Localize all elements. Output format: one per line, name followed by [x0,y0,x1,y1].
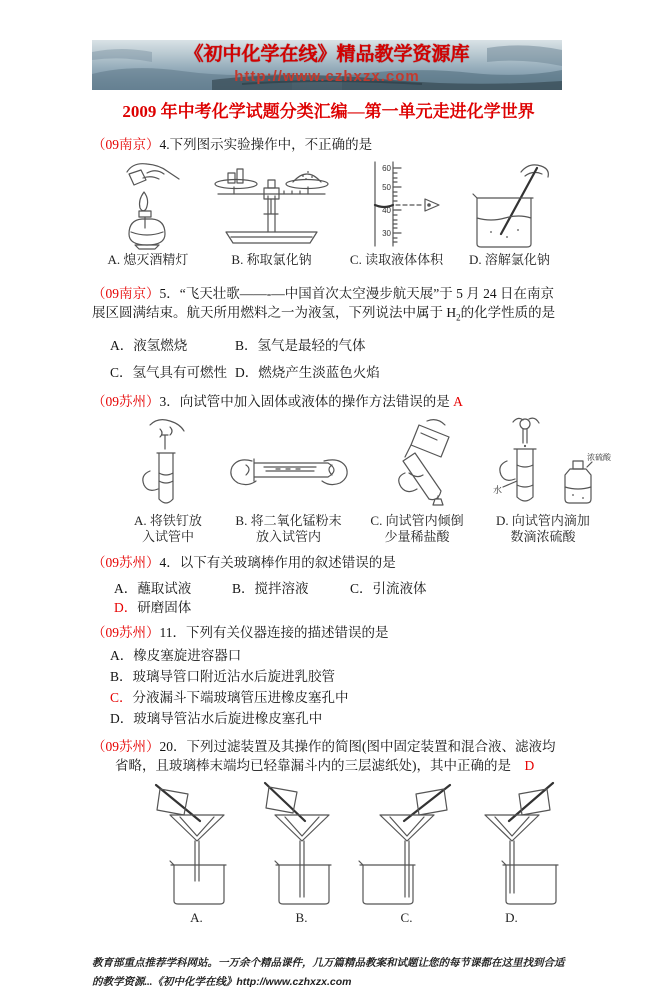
figure-caption: 入试管中 [141,528,194,544]
figure-caption: B. [295,909,308,925]
question-nj5 [92,284,565,328]
site-url-link[interactable]: http://www.czhxzx.com [234,68,420,85]
figure-caption: 少量稀盐酸 [384,528,450,544]
answer-letter: A [453,393,463,409]
figure-pour-acid [361,415,473,545]
option-c: C．分液漏斗下端玻璃管压进橡皮塞孔中 [110,689,349,705]
question-stem: 20．下列过滤装置及其操作的简图(图中固定装置和混合液、滤液均省略，且玻璃棒末端均已轻靠漏斗内的三层滤纸处)，其中正确的是 [115,738,556,773]
question-stem: 5．“飞天壮歌——-—中国首次太空漫步航天展”于 5 月 24 日在南京展区圆满结束。航天所用燃料之一为液氢，下列说法中属于 H [92,286,554,320]
options-list [92,645,565,729]
option-c: C．引流液体 [350,580,427,596]
footer-text: 教育部重点推荐学科网站。一万余个精品课件，几万篇精品教案和试题让您的每节课都在这里找到合适的教学资源...《初中化学在线》 [92,957,565,988]
horizontal-tube-icon [216,415,361,511]
eye-icon [425,199,439,211]
figure-caption: C. 向试管内倾倒 [370,512,464,528]
graduated-cylinder-icon [339,158,454,250]
question-stem: 4．以下有关玻璃棒作用的叙述错误的是 [159,554,396,570]
option-d: D．燃烧产生淡蓝色火焰 [235,364,380,380]
question-stem: 4.下列图示实验操作中，不正确的是 [159,137,373,152]
answer-letter: C． [110,689,133,705]
figure-caption: C. 读取液体体积 [349,252,444,267]
answer-letter: D [524,757,535,773]
figure-extinguish-lamp [92,158,204,268]
figure-caption: D. 溶解氯化钠 [469,252,550,267]
question-source-tag: （09苏州） [92,554,160,570]
site-banner [92,40,562,90]
water-label: 水 [493,484,503,495]
options-row [92,579,565,617]
figure-read-volume [339,158,454,268]
footer-url-link[interactable]: http://www.czhxzx.com [236,975,352,988]
question-source-tag: （09苏州） [92,738,160,754]
nail-into-tube-icon [120,415,216,511]
option-b: B．氢气是最轻的气体 [235,337,366,353]
figure-caption: A. 熄灭酒精灯 [107,252,189,267]
filtration-setup-icon [354,781,459,908]
question-stem: 11．下列有关仪器连接的描述错误的是 [159,624,389,640]
filtration-setup-icon [144,781,249,908]
figure-add-nail [120,415,216,545]
figure-caption: B. 称取氯化钠 [231,252,312,267]
figure-filter-c [354,781,459,926]
figure-caption: D. [505,909,518,925]
question-source-tag: （09南京） [92,286,160,301]
figure-row-nj4 [92,158,565,268]
figure-row-sz3 [92,415,611,545]
filtration-setup-icon [459,781,564,908]
formula-subscript: 2 [456,312,461,323]
figure-add-drops [473,415,613,545]
options-row [92,363,565,382]
figure-add-powder [216,415,361,545]
option-d: D．研磨固体 [114,599,192,615]
question-sz11 [92,623,565,642]
option-a: A．蘸取试液 [114,580,192,596]
balance-scale-icon [204,158,339,250]
figure-caption: B. 将二氧化锰粉末 [235,512,342,528]
question-nj4 [92,135,565,154]
figure-filter-a [144,781,249,926]
bottle-label: 浓硫酸 [587,452,611,462]
figure-row-sz20 [92,781,565,926]
figure-filter-d [459,781,564,926]
option-d: D．玻璃导管沾水后旋进橡皮塞孔中 [110,710,323,726]
site-title: 《初中化学在线》精品教学资源库 [184,44,470,65]
option-a: A．液氢燃烧 [110,337,188,353]
figure-caption: A. [190,909,203,925]
question-stem: 3．向试管中加入固体或液体的操作方法错误的是 [159,393,454,409]
tick-label: 30 [382,229,391,238]
footer-promo [92,954,565,992]
alcohol-lamp-icon [93,158,203,250]
page-title: 2009 年中考化学试题分类汇编—第一单元走进化学世界 [122,102,535,121]
filtration-setup-icon [249,781,354,908]
figure-caption: 数滴浓硫酸 [510,528,576,544]
question-source-tag: （09苏州） [92,393,160,409]
question-source-tag: （09苏州） [92,624,160,640]
figure-caption: C. [400,909,413,925]
question-sz20 [92,737,565,775]
question-stem-tail: 的化学性质的是 [460,305,556,320]
tick-label: 60 [382,164,391,173]
figure-filter-b [249,781,354,926]
figure-balance [204,158,339,268]
tick-label: 40 [382,206,391,215]
option-c: C．氢气具有可燃性 [110,364,228,380]
question-sz3 [92,392,565,411]
option-a: A．橡皮塞旋进容器口 [110,647,242,663]
question-source-tag: （09南京） [92,137,160,152]
figure-caption: A. 将铁钉放 [134,512,202,528]
options-row [92,336,565,355]
beaker-stir-icon [455,158,565,250]
figure-caption: 放入试管内 [255,528,321,544]
question-sz4 [92,553,565,572]
dropper-tube-bottle-icon [473,415,613,511]
pouring-bottle-icon [361,415,473,511]
figure-caption: D. 向试管内滴加 [496,512,590,528]
option-b: B．玻璃导管口附近沾水后旋进乳胶管 [110,668,336,684]
figure-dissolve [454,158,565,268]
tick-label: 50 [382,183,391,192]
answer-letter: D． [114,599,138,615]
option-b: B．搅拌溶液 [232,580,309,596]
